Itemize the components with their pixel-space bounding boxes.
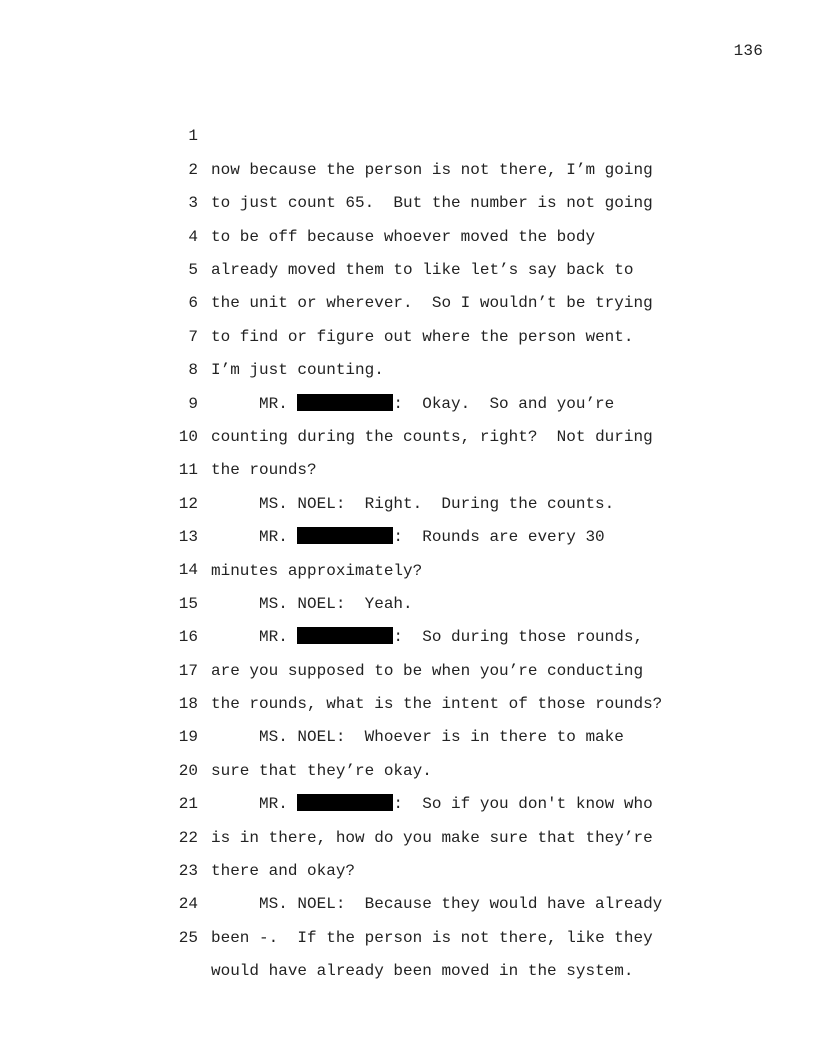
line-number: 7 [188, 327, 198, 346]
page-number: 136 [733, 42, 763, 60]
line-text: sure that they’re okay. [211, 761, 432, 780]
line-number: 15 [178, 594, 198, 613]
line-number: 20 [178, 761, 198, 780]
line-remainder: MS. NOEL: Yeah. [259, 594, 413, 613]
line-text: now because the person is not there, I’m going [211, 160, 653, 179]
line-text: to just count 65. But the number is not going [211, 194, 653, 213]
transcript-body [160, 87, 720, 981]
line-number: 6 [188, 294, 198, 313]
line-remainder: : Rounds are every 30 [393, 528, 605, 547]
line-text: been -. If the person is not there, like they [211, 928, 653, 947]
line-number: 1 [188, 127, 198, 146]
line-text: the unit or wherever. So I wouldn’t be trying [211, 294, 653, 313]
line-number: 12 [178, 494, 198, 513]
speaker-label: MR. [259, 394, 288, 413]
line-number: 21 [178, 795, 198, 814]
line-remainder: : So if you don't know who [393, 795, 653, 814]
line-number: 17 [178, 661, 198, 680]
line-number: 3 [188, 194, 198, 213]
line-number: 25 [178, 928, 198, 947]
line-text: the rounds? [211, 461, 317, 480]
line-text: is in there, how do you make sure that they’re [211, 828, 653, 847]
line-number: 19 [178, 728, 198, 747]
line-remainder: MS. NOEL: Whoever is in there to make [259, 728, 624, 747]
line-remainder: MS. NOEL: Because they would have already [259, 895, 663, 914]
line-text: would have already been moved in the system. [211, 962, 634, 981]
line-text: already moved them to like let’s say back to [211, 260, 634, 279]
line-remainder: : So during those rounds, [393, 628, 644, 647]
line-text: I’m just counting. [211, 361, 384, 380]
line-number: 10 [178, 427, 198, 446]
line-text: counting during the counts, right? Not during [211, 427, 653, 446]
line-number: 11 [178, 461, 198, 480]
line-number: 22 [178, 828, 198, 847]
line-number: 4 [188, 227, 198, 246]
line-number: 13 [178, 528, 198, 547]
speaker-label: MR. [259, 528, 288, 547]
speaker-label: MR. [259, 795, 288, 814]
line-number: 16 [178, 628, 198, 647]
line-remainder: : Okay. So and you’re [393, 394, 615, 413]
line-text: there and okay? [211, 862, 356, 881]
line-remainder: MS. NOEL: Right. During the counts. [259, 494, 615, 513]
line-number: 18 [178, 695, 198, 714]
line-number: 23 [178, 862, 198, 880]
line-text: to be off because whoever moved the body [211, 227, 596, 246]
line-text: are you supposed to be when you’re conducting [211, 661, 644, 680]
line-number: 24 [178, 895, 198, 914]
line-text: minutes approximately? [211, 561, 423, 580]
line-text: to find or figure out where the person went. [211, 327, 634, 346]
speaker-label: MR. [259, 628, 288, 647]
line-number: 2 [188, 160, 198, 179]
line-number: 5 [188, 260, 198, 279]
line-text: the rounds, what is the intent of those rounds? [211, 695, 663, 714]
transcript-line [160, 87, 720, 179]
line-number: 8 [188, 361, 198, 380]
line-number: 14 [178, 561, 198, 580]
line-number: 9 [188, 394, 198, 413]
